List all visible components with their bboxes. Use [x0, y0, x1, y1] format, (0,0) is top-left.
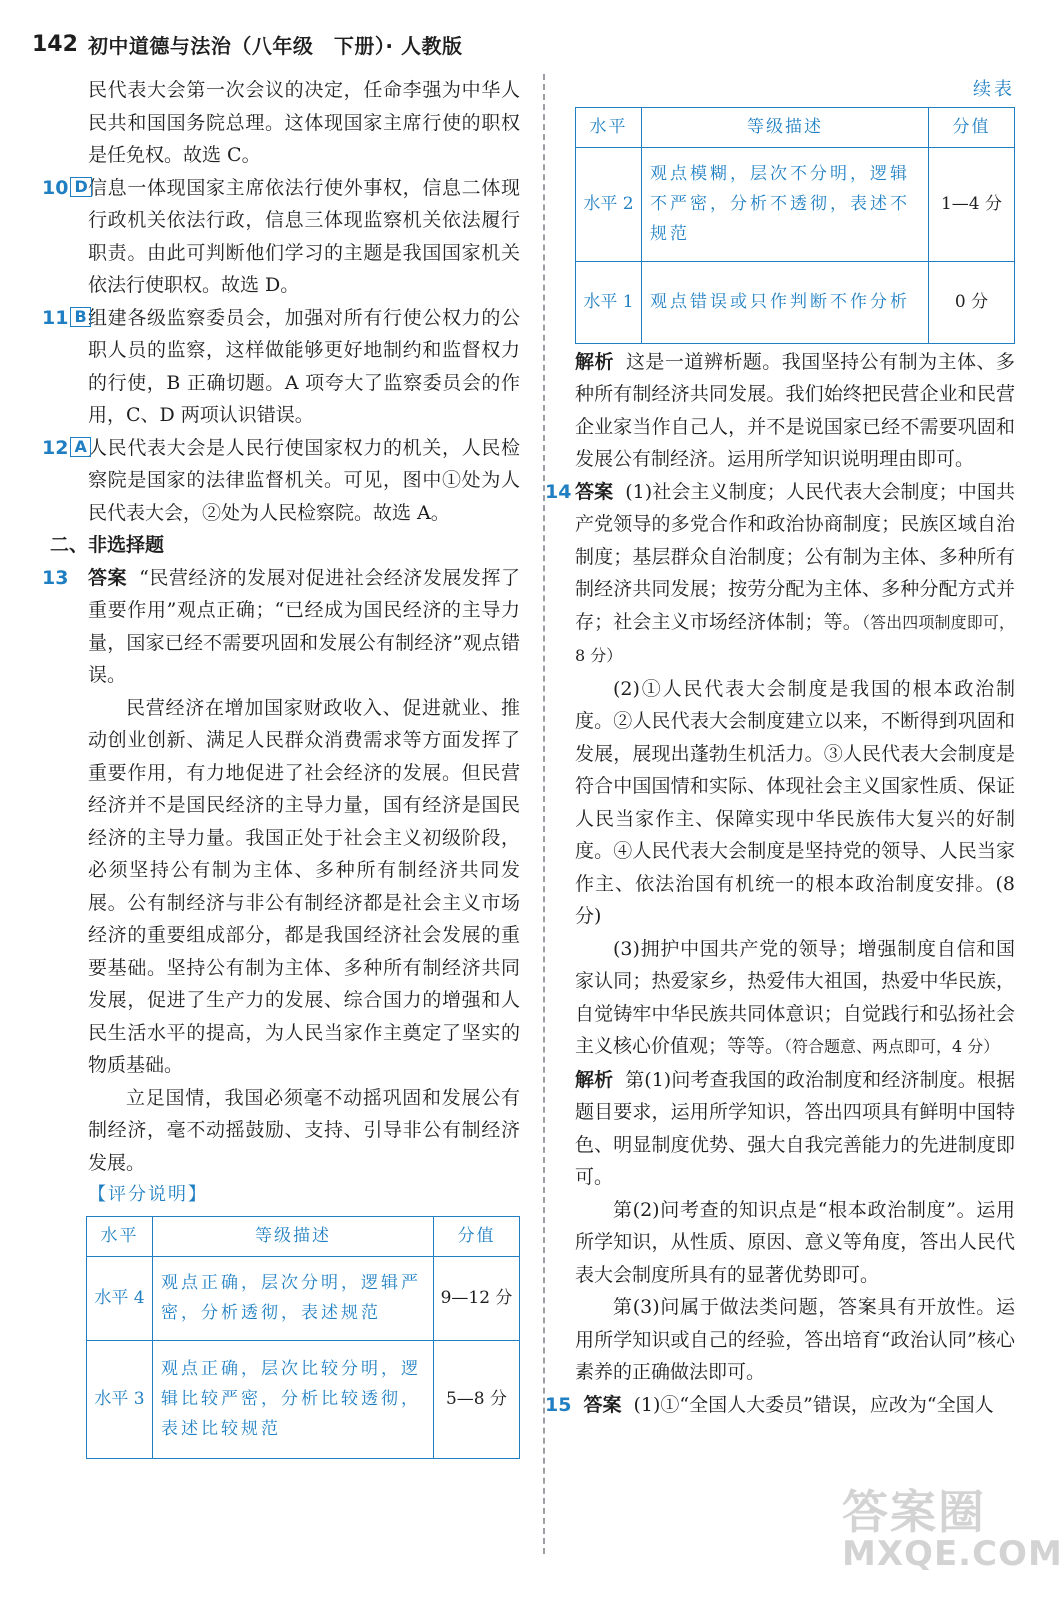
score-cell: 1—4 分 [929, 147, 1015, 261]
desc-cell: 观点正确，层次分明，逻辑严密，分析透彻，表述规范 [153, 1256, 434, 1340]
left-column [42, 74, 520, 1459]
desc-cell: 观点错误或只作判断不作分析 [642, 261, 929, 343]
level-cell: 水平 3 [87, 1340, 153, 1458]
score-note: （答出四项制度即可，8 分） [575, 612, 1015, 665]
watermark-logo [842, 1476, 1063, 1596]
analysis-text: 第(1)问考查我国的政治制度和经济制度。根据题目要求，运用所学知识，答出四项具有鲜明中国特色、明显制度优势、强大自我完善能力的先进制度即可。 [575, 1068, 1015, 1188]
question-15 [545, 1389, 1015, 1422]
level-cell: 水平 2 [576, 147, 642, 261]
analysis-label: 解析 [575, 1068, 614, 1091]
table-row [87, 1340, 520, 1458]
score-cell: 5—8 分 [434, 1340, 520, 1458]
book-title: 初中道德与法治（八年级 下册）· 人教版 [87, 33, 463, 58]
question-10 [42, 172, 520, 302]
question-number: 15 [545, 1393, 572, 1416]
desc-cell: 观点模糊，层次不分明，逻辑不严密，分析不透彻，表述不规范 [642, 147, 929, 261]
answer-9-continued: 民代表大会第一次会议的决定，任命李强为中华人民共和国国务院总理。这体现国家主席行使的职权是任免权。故选 C。 [88, 79, 520, 166]
watermark-url: MXQE.COM [842, 1534, 1063, 1574]
table-row [87, 1256, 520, 1340]
question-number: 12 A [42, 432, 91, 465]
header-desc: 等级描述 [642, 107, 929, 147]
answer-text: 信息一体现国家主席依法行使外事权，信息二体现行政机关依法行政，信息三体现监察机关依法履行职责。由此可判断他们学习的主题是我国国家机关依法行使职权。故选 D。 [88, 176, 520, 296]
answer-box: D [70, 177, 91, 197]
table-header-row [576, 107, 1015, 147]
page-number: 142 [32, 31, 78, 57]
question-number: 13 [42, 566, 69, 589]
desc-cell: 观点正确，层次比较分明，逻辑比较严密，分析比较透彻，表述比较规范 [153, 1340, 434, 1458]
answer-text: 组建各级监察委员会，加强对所有行使公权力的公职人员的监察，这样做能够更好地制约和监督权力的行使，B 正确切题。A 项夸大了监察委员会的作用，C、D 两项认识错误。 [88, 306, 520, 426]
question-12 [42, 432, 520, 530]
analysis-paragraph: 第(3)问属于做法类问题，答案具有开放性。运用所学知识或自己的经验，答出培育“政治认同”核心素养的正确做法即可。 [575, 1296, 1015, 1383]
answer-text: 人民代表大会是人民行使国家权力的机关，人民检察院是国家的法律监督机关。可见，图中①处为人民代表大会，②处为人民检察院。故选 A。 [88, 436, 520, 524]
scoring-table [86, 1216, 520, 1459]
analysis-text: 这是一道辨析题。我国坚持公有制为主体、多种所有制经济共同发展。我们始终把民营企业和民营企业家当作自己人，并不是说国家已经不需要巩固和发展公有制经济。运用所学知识说明理由即可。 [575, 350, 1015, 470]
table-header-row [87, 1216, 520, 1256]
analysis-paragraph: 第(2)问考查的知识点是“根本政治制度”。运用所学知识，从性质、原因、意义等角度，答出人民代表大会制度所具有的显著优势即可。 [575, 1198, 1015, 1286]
header-level: 水平 [87, 1216, 153, 1256]
score-cell: 0 分 [929, 261, 1015, 343]
score-note: （符合题意、两点即可，4 分） [784, 1037, 1000, 1056]
answer-text: (1)①“全国人大委员”错误，应改为“全国人 [633, 1393, 994, 1416]
header-score: 分值 [434, 1216, 520, 1256]
answer-text: (1)社会主义制度；人民代表大会制度；中国共产党领导的多党合作和政治协商制度；民族区域自治制度；基层群众自治制度；公有制为主体、多种所有制经济共同发展；按劳分配为主体、多种分配方式并存；社会主义市场经济体制；等。 [575, 480, 1015, 633]
right-column [545, 79, 1015, 1421]
question-number: 14 [545, 480, 572, 503]
score-cell: 9—12 分 [434, 1256, 520, 1340]
answer-box: A [70, 437, 90, 457]
level-cell: 水平 4 [87, 1256, 153, 1340]
page-header [32, 26, 463, 62]
answer-paragraph: (3)拥护中国共产党的领导；增强制度自信和国家认同；热爱家乡，热爱伟大祖国，热爱中华民族，自觉铸牢中华民族共同体意识；自觉践行和弘扬社会主义核心价值观；等等。（符合题意、两点即可，4 分） [575, 937, 1015, 1057]
level-cell: 水平 1 [576, 261, 642, 343]
analysis-13 [575, 346, 1015, 476]
question-number: 10 D [42, 172, 92, 205]
column-divider [543, 74, 545, 1554]
header-level: 水平 [576, 107, 642, 147]
answer-text: “民营经济的发展对促进社会经济发展发挥了重要作用”观点正确；“已经成为国民经济的主导力量，国家已经不需要巩固和发展公有制经济”观点错误。 [88, 566, 520, 686]
answer-paragraph: (2)①人民代表大会制度是我国的根本政治制度。②人民代表大会制度建立以来，不断得到巩固和发展，展现出蓬勃生机活力。③人民代表大会制度是符合中国国情和实际、体现社会主义国家性质、保证人民当家作主、保障实现中华民族伟大复兴的好制度。④人民代表大会制度是坚持党的领导、人民当家作主、依法治国有机统一的根本政治制度安排。(8 分) [575, 677, 1015, 927]
section-heading: 二、非选择题 [50, 534, 165, 556]
question-number: 11 B [42, 302, 91, 335]
analysis-14 [575, 1064, 1015, 1194]
question-13 [42, 562, 520, 692]
answer-paragraph: 立足国情，我国必须毫不动摇巩固和发展公有制经济，毫不动摇鼓励、支持、引导非公有制经济发展。 [88, 1086, 520, 1174]
analysis-label: 解析 [575, 350, 614, 373]
table-row [576, 147, 1015, 261]
answer-paragraph: 民营经济在增加国家财政收入、促进就业、推动创业创新、满足人民群众消费需求等方面发挥了重要作用，有力地促进了社会经济的发展。但民营经济并不是国民经济的主导力量，国有经济是国民经济的主导力量。我国正处于社会主义初级阶段，必须坚持公有制为主体、多种所有制经济共同发展。公有制经济与非公有制经济都是社会主义市场经济的重要组成部分，都是我国经济社会发展的重要基础。坚持公有制为主体、多种所有制经济共同发展，促进了生产力的发展、综合国力的增强和人民生活水平的提高，为人民当家作主奠定了坚实的物质基础。 [88, 696, 520, 1076]
scoring-table-wrap [86, 1216, 520, 1459]
watermark-text: 答案圈 [842, 1485, 986, 1539]
answer-label: 答案 [583, 1393, 622, 1416]
scoring-table-continued [575, 107, 1015, 344]
table-row [576, 261, 1015, 343]
scoring-label: 【评分说明】 [88, 1184, 208, 1205]
question-14 [545, 476, 1015, 673]
header-score: 分值 [929, 107, 1015, 147]
answer-box: B [70, 307, 90, 327]
continued-label: 续表 [973, 79, 1015, 100]
answer-label: 答案 [88, 566, 128, 589]
answer-label: 答案 [575, 480, 614, 503]
header-desc: 等级描述 [153, 1216, 434, 1256]
question-11 [42, 302, 520, 432]
